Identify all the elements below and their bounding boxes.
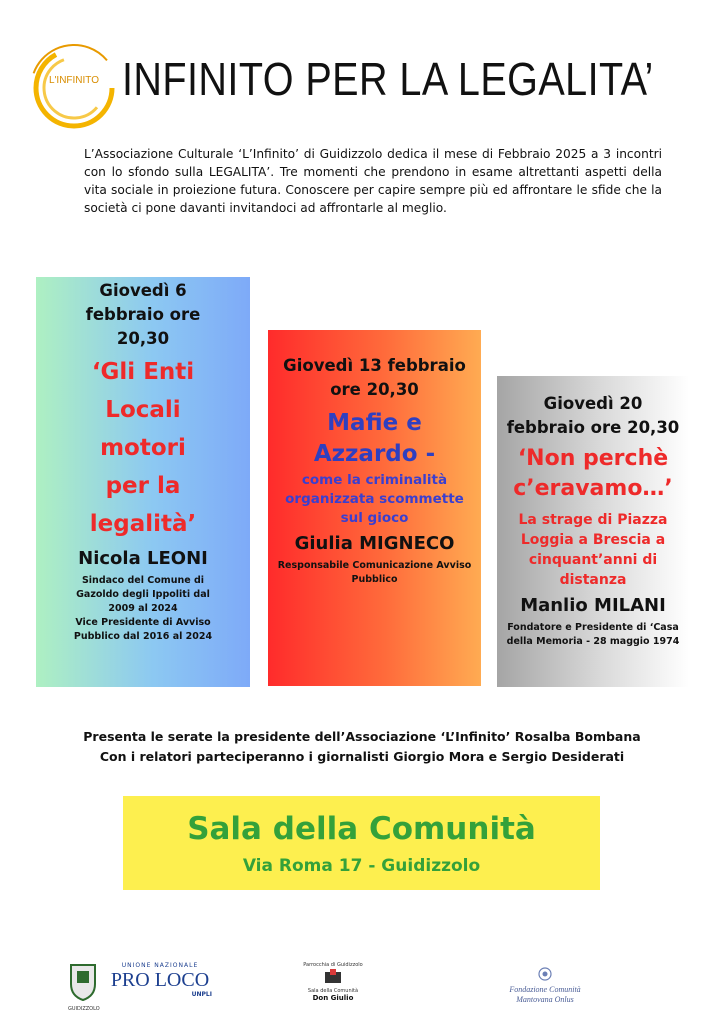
event-card-3 bbox=[497, 376, 689, 687]
parish-name: Don Giulio bbox=[312, 994, 354, 1002]
proloco-top-label: UNIONE NAZIONALE bbox=[121, 962, 199, 969]
date-line: febbraio ore 20,30 bbox=[506, 418, 680, 437]
role-line: Sindaco del Comune di bbox=[81, 575, 205, 586]
closing-line: Presenta le serate la presidente dell’Associazione ‘L’Infinito’ Rosalba Bombana bbox=[83, 729, 641, 744]
talk-line: motori bbox=[100, 435, 186, 461]
role-line: Pubblico dal 2016 al 2024 bbox=[73, 631, 213, 642]
closing-text bbox=[40, 727, 684, 767]
venue-name: Sala della Comunità bbox=[187, 811, 536, 847]
date-line: febbraio ore bbox=[85, 305, 201, 324]
parish-hall-label: Sala della Comunità bbox=[307, 988, 359, 994]
infinito-logo bbox=[28, 42, 120, 134]
intro-paragraph: L’Associazione Culturale ‘L’Infinito’ di Guidizzolo dedica il mese di Febbraio 2025 a 3 incontri con lo sfondo sulla LEGALITA’. Tre momenti che prendono in esame altrettanti aspetti della vita sociale in proiezione futura. Conoscere per capire sempre più ed affrontare le sfide che la società ci pone davanti invitandoci ad affrontarle al meglio. bbox=[84, 147, 662, 215]
fondazione-emblem-icon bbox=[538, 967, 552, 981]
closing-line: Con i relatori parteciperanno i giornalisti Giorgio Mora e Sergio Desiderati bbox=[99, 749, 625, 764]
proloco-logo bbox=[108, 962, 212, 1012]
guidizzolo-crest-logo bbox=[68, 962, 98, 1010]
speaker-role bbox=[497, 621, 689, 649]
talk-line: legalità’ bbox=[89, 511, 197, 537]
unpli-label: UNPLI bbox=[191, 991, 212, 998]
parish-top-label: Parrocchia di Guidizzolo bbox=[303, 962, 363, 968]
talk-sub-line: cinquant’anni di bbox=[528, 552, 658, 568]
talk-title bbox=[497, 444, 689, 504]
fondazione-line-1: Fondazione Comunità bbox=[509, 985, 581, 994]
crest-label: GUIDIZZOLO bbox=[68, 1006, 100, 1012]
talk-title bbox=[268, 408, 481, 470]
venue-address: Via Roma 17 - Guidizzolo bbox=[242, 856, 481, 876]
event-date bbox=[36, 279, 250, 351]
talk-line: per la bbox=[105, 473, 181, 499]
fondazione-line-2: Mantovana Onlus bbox=[516, 995, 574, 1004]
talk-sub-line: organizzata scommette bbox=[285, 491, 464, 507]
date-line: 20,30 bbox=[116, 329, 170, 348]
talk-line: c’eravamo…’ bbox=[513, 476, 673, 501]
swirl-logo-icon bbox=[28, 42, 120, 134]
speaker-name: Nicola LEONI bbox=[78, 548, 208, 569]
role-line: Vice Presidente di Avviso bbox=[75, 617, 211, 628]
event-card-1 bbox=[36, 277, 250, 687]
church-icon bbox=[323, 968, 343, 984]
talk-sub-line: sul gioco bbox=[340, 510, 409, 526]
date-line: Giovedì 13 febbraio bbox=[283, 356, 466, 375]
role-line: Responsabile Comunicazione Avviso bbox=[277, 560, 472, 571]
talk-sub-line: La strage di Piazza bbox=[518, 512, 668, 528]
event-date bbox=[497, 392, 689, 440]
talk-sub-line: come la criminalità bbox=[301, 472, 448, 488]
parish-hall-logo bbox=[300, 962, 366, 1014]
date-line: Giovedì 6 bbox=[99, 281, 187, 300]
role-line: Fondatore e Presidente di ‘Casa bbox=[507, 622, 679, 633]
proloco-name: PRO LOCO bbox=[110, 969, 210, 991]
talk-sub-line: distanza bbox=[559, 572, 627, 588]
talk-line: ‘Gli Enti bbox=[91, 359, 195, 385]
role-line: 2009 al 2024 bbox=[108, 603, 178, 614]
talk-line: Mafie e bbox=[327, 410, 422, 436]
speaker-name: Manlio MILANI bbox=[520, 595, 666, 616]
speaker-name: Giulia MIGNECO bbox=[294, 533, 455, 554]
role-line: Pubblico bbox=[351, 574, 398, 585]
talk-subtitle bbox=[268, 471, 481, 528]
date-line: Giovedì 20 bbox=[543, 394, 643, 413]
talk-title bbox=[36, 353, 250, 543]
talk-sub-line: Loggia a Brescia a bbox=[520, 532, 666, 548]
speaker-role bbox=[36, 574, 250, 644]
talk-line: ‘Non perchè bbox=[517, 446, 669, 471]
talk-line: Locali bbox=[105, 397, 181, 423]
page-title: INFINITO PER LA LEGALITA’ bbox=[122, 53, 654, 105]
venue-box bbox=[123, 796, 600, 890]
talk-line: Azzardo - bbox=[313, 441, 436, 467]
role-line: Gazoldo degli Ippoliti dal bbox=[76, 589, 210, 600]
date-line: ore 20,30 bbox=[330, 380, 419, 399]
event-card-2 bbox=[268, 330, 481, 686]
logo-label: L'INFINITO bbox=[48, 75, 100, 86]
event-date bbox=[268, 354, 481, 402]
role-line: della Memoria - 28 maggio 1974 bbox=[506, 636, 680, 647]
fondazione-logo bbox=[490, 966, 600, 1010]
crest-icon bbox=[68, 962, 98, 1002]
talk-subtitle bbox=[497, 510, 689, 590]
speaker-role bbox=[268, 559, 481, 587]
